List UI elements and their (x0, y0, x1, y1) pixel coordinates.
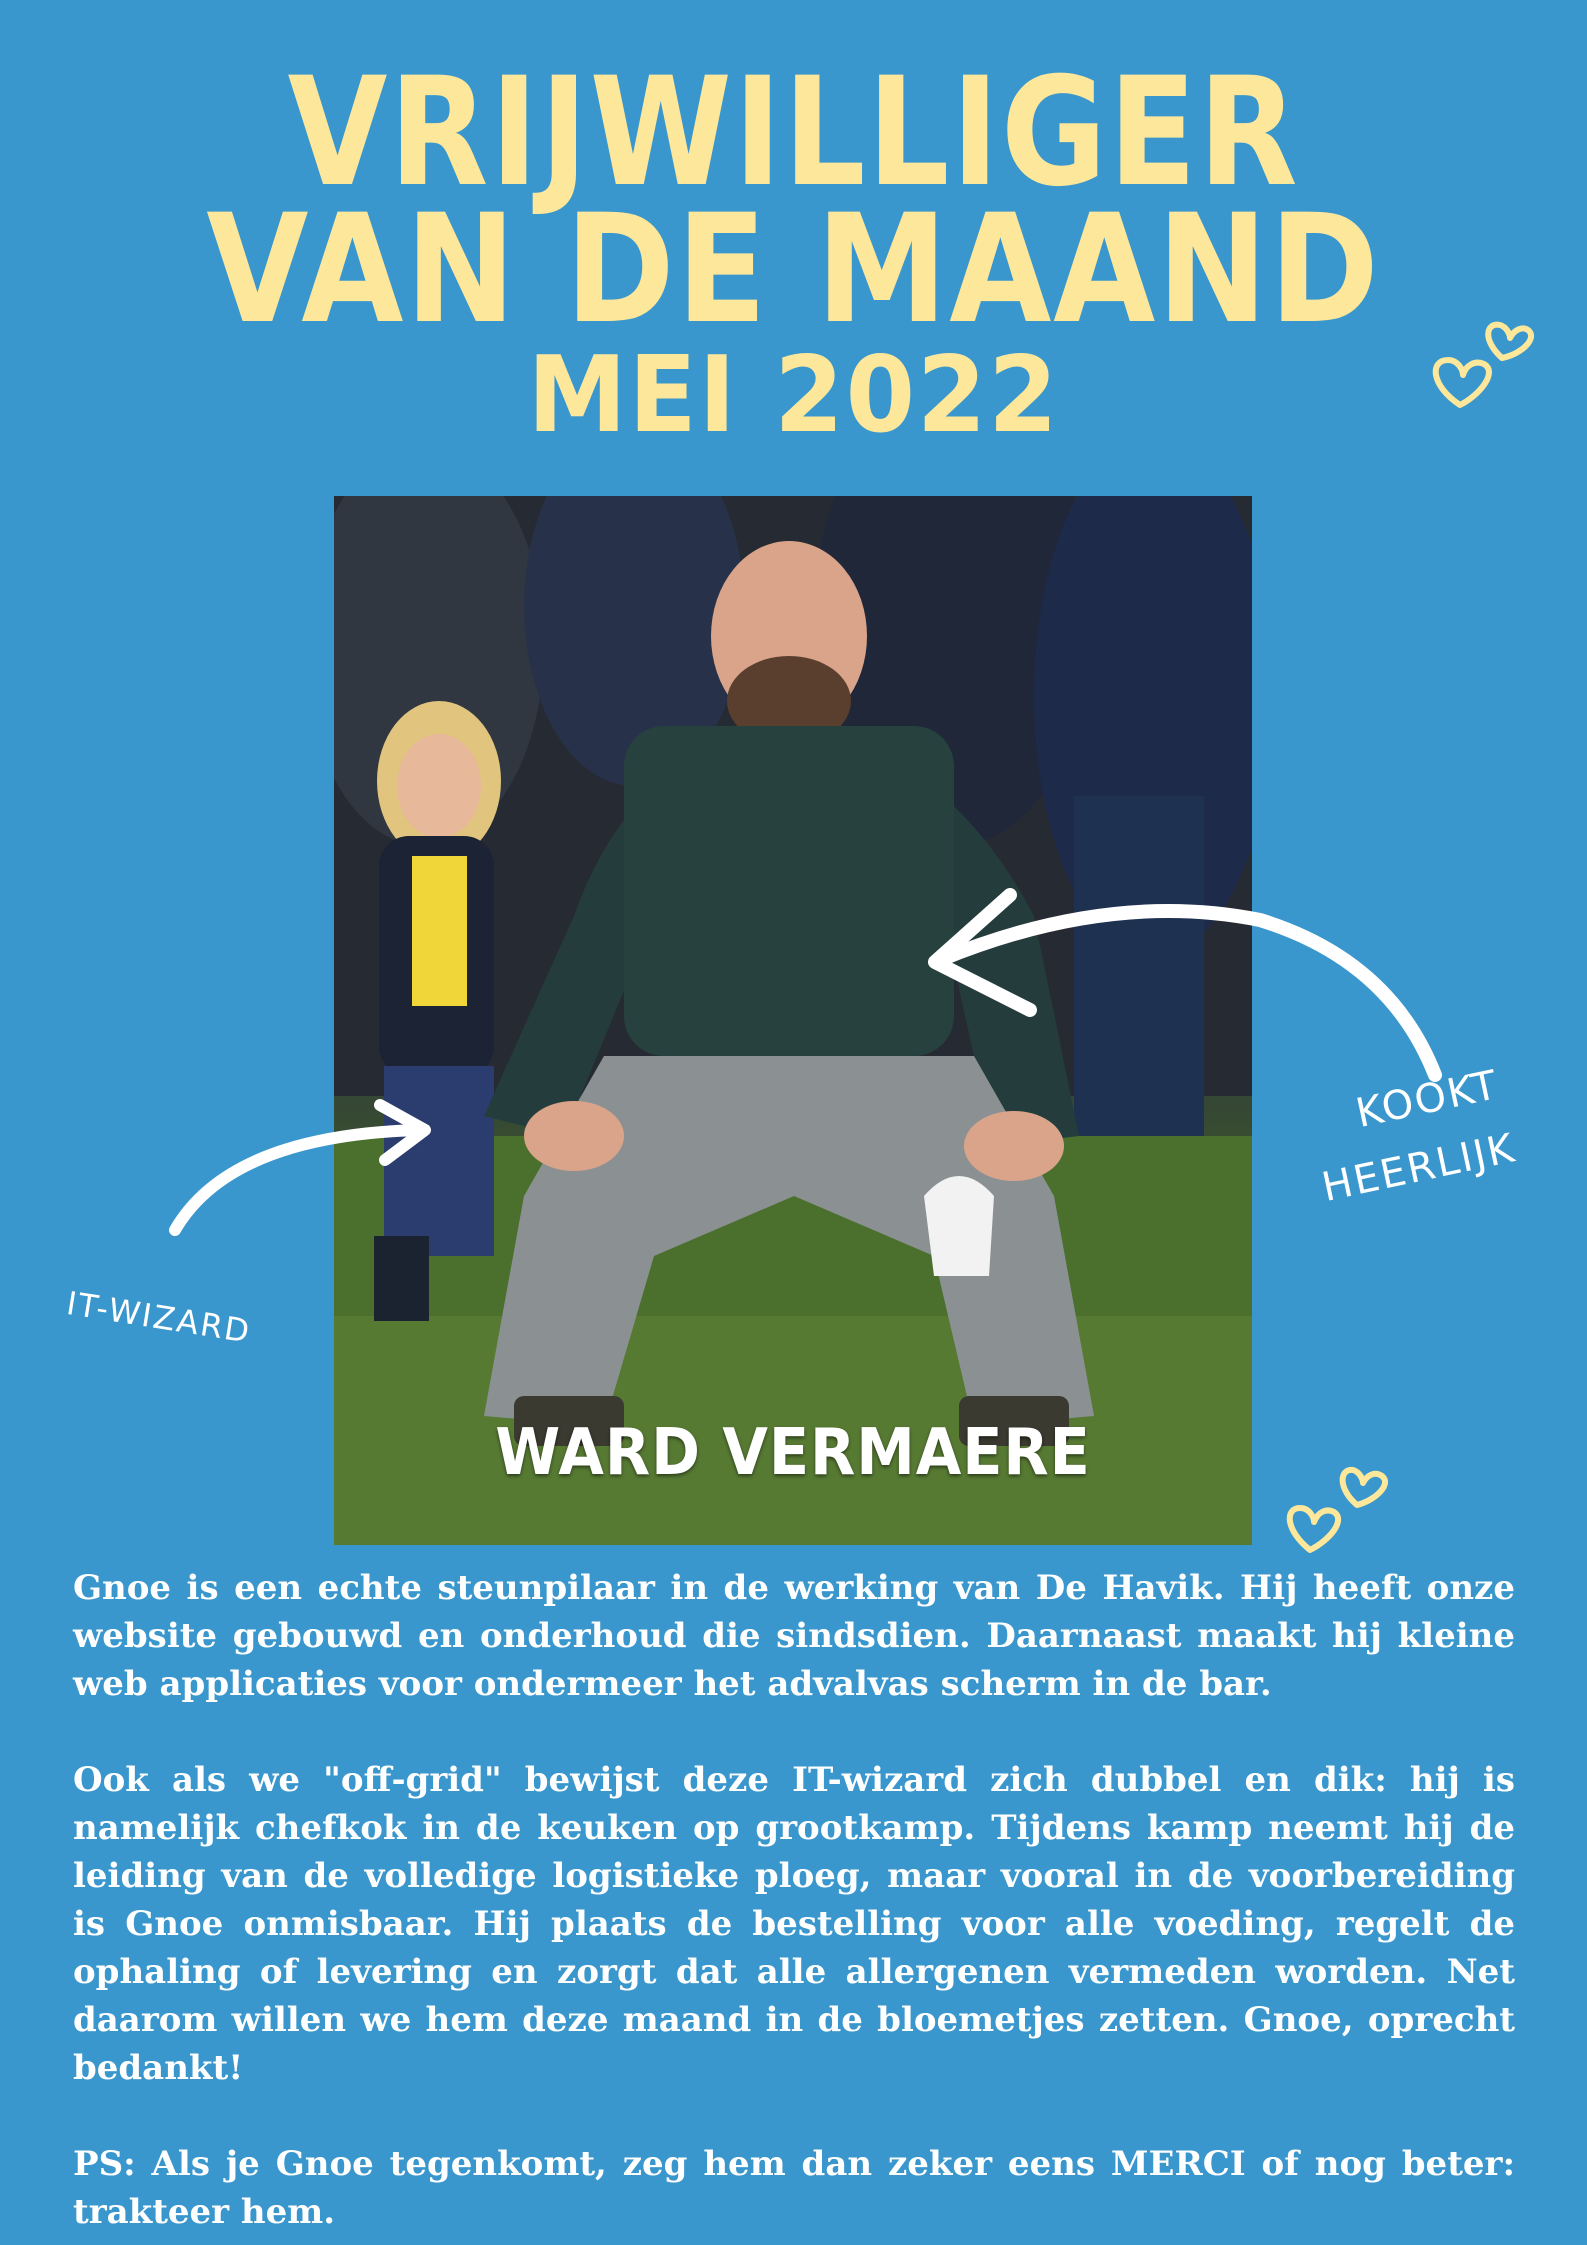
title-month: MEI 2022 (527, 334, 1060, 456)
annotation-heerlijk: HEERLIJK (1318, 1125, 1520, 1211)
photo-illustration (334, 496, 1252, 1545)
title-line-2: VAN DE MAAND (206, 183, 1381, 357)
volunteer-photo (334, 496, 1252, 1545)
body-text (73, 1564, 1515, 2236)
heart-doodle-icon (1290, 1470, 1385, 1550)
title-line-1: VRIJWILLIGER (287, 46, 1300, 220)
paragraph-ps: PS: Als je Gnoe tegenkomt, zeg hem dan zeker eens MERCI of nog beter: trakteer hem. (73, 2144, 1515, 2232)
annotation-it-wizard: IT-WIZARD (64, 1284, 254, 1351)
paragraph-kitchen: Ook als we "off-grid" bewijst deze IT-wizard zich dubbel en dik: hij is namelijk chefkok in de keuken op grootkamp. Tijdens kamp neemt hij de leiding van de volledige logistieke ploeg, maar vooral in de voorbereiding is Gnoe onmisbaar. Hij plaats de bestelling voor alle voeding, regelt de ophaling of levering en zorgt dat alle allergenen vermeden worden. Net daarom willen we hem deze maand in de bloemetjes zetten. Gnoe, oprecht bedankt! (73, 1760, 1515, 2088)
paragraph-intro: Gnoe is een echte steunpilaar in de werking van De Havik. Hij heeft onze website gebouwd en onderhoud die sindsdien. Daarnaast maakt hij kleine web applicaties voor ondermeer het advalvas scherm in de bar. (73, 1568, 1515, 1704)
annotation-kookt: KOOKT (1352, 1061, 1503, 1137)
volunteer-name: WARD VERMAERE (495, 1416, 1091, 1490)
